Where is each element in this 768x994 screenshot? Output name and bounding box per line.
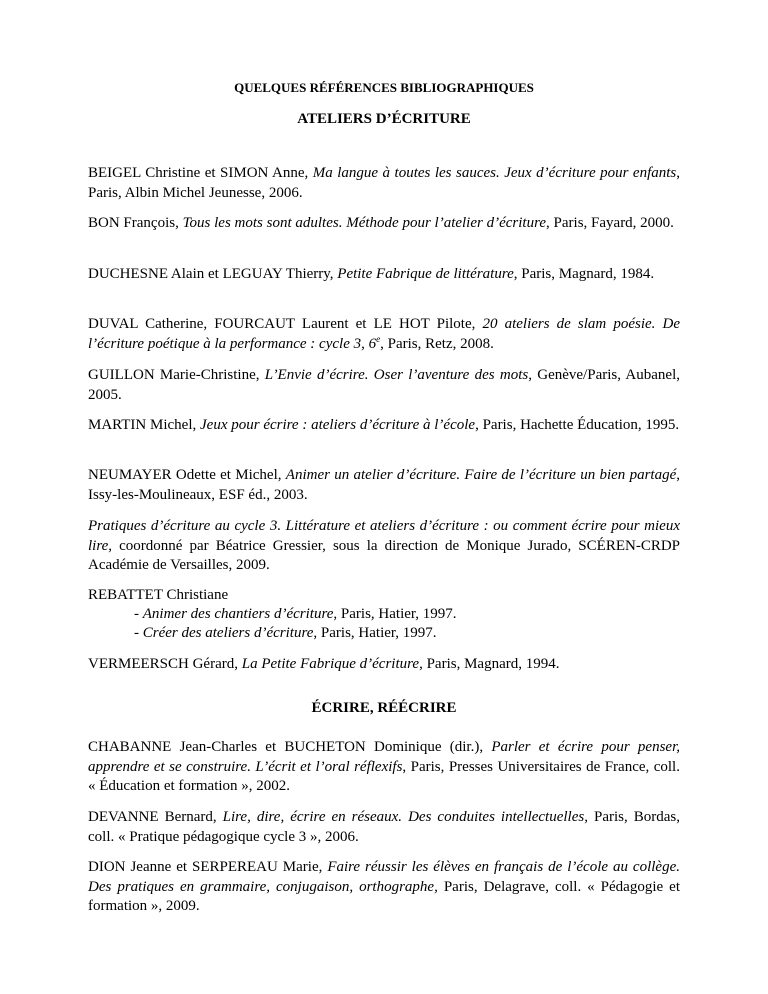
reference-author: MARTIN Michel, [88,417,201,433]
reference-publication: , Paris, Albin Michel Jeunesse, 2006. [88,165,680,201]
reference-title: Animer un atelier d’écriture. Faire de l’écriture un bien partagé [285,467,677,483]
reference-publication: , Paris, Fayard, 2000. [546,215,674,231]
list-dash: - [134,625,143,641]
reference-title: 20 ateliers de slam poésie. De l’écriture poétique à la performance : cycle 3, 6 [88,316,680,352]
reference-entry [88,808,680,847]
reference-author: VERMEERSCH Gérard, [88,656,242,672]
reference-publication: , Paris, Magnard, 1994. [419,656,560,672]
reference-title: Animer des chantiers d’écriture [142,606,334,622]
reference-author: DUVAL Catherine, FOURCAUT Laurent et LE HOT Pilote, [88,316,483,332]
reference-title: Jeux pour écrire : ateliers d’écriture à l’école [200,417,476,433]
reference-entry [88,466,680,505]
reference-subitem [134,624,437,644]
reference-title: L’Envie d’écrire. Oser l’aventure des mots [264,367,529,383]
reference-publication: , Paris, Magnard, 1984. [513,266,655,282]
reference-entry [88,655,680,675]
reference-publication: , Issy-les-Moulineaux, ESF éd., 2003. [88,467,680,503]
reference-entry [88,214,680,234]
document-title: QUELQUES RÉFÉRENCES BIBLIOGRAPHIQUES [234,80,534,95]
reference-subitem [134,605,457,625]
reference-entry [88,586,680,606]
reference-author: DION Jeanne et SERPEREAU Marie, [88,859,328,875]
section-heading-ecrire: ÉCRIRE, RÉÉCRIRE [311,700,457,716]
reference-title: Lire, dire, écrire en réseaux. Des conduites intellectuelles [222,809,585,825]
reference-entry [88,315,680,354]
reference-entry [88,416,680,436]
reference-publication: , Paris, Hachette Éducation, 1995. [475,417,680,433]
reference-title: Tous les mots sont adultes. Méthode pour l’atelier d’écriture [182,215,547,231]
reference-entry [88,738,680,797]
reference-entry [88,517,680,576]
reference-title: Pratiques d’écriture au cycle 3. Littérature et ateliers d’écriture : ou comment écrire pour mieux lire [88,518,680,554]
ordinal-superscript: e [376,333,381,344]
reference-author: NEUMAYER Odette et Michel, [88,467,286,483]
reference-publication: Paris, Delagrave, coll. « Pédagogie et formation », 2009. [88,878,680,914]
reference-publication: , Paris, Hatier, 1997. [333,606,457,622]
reference-publication: , Paris, Bordas, coll. « Pratique pédagogique cycle 3 », 2006. [88,809,680,845]
reference-title: Petite Fabrique de littérature [337,266,514,282]
reference-entry [88,164,680,203]
reference-title: Parler et écrire pour penser, apprendre et se construire. L’écrit et l’oral réflexifs [88,739,680,775]
reference-publication: , coordonné par Béatrice Gressier, sous la direction de Monique Jurado, SCÉREN-CRDP Académie de Versailles, 2009. [88,537,680,573]
reference-title: Faire réussir les élèves en français de l’école au collège. Des pratiques en grammaire, conjugaison, orthographe, [88,859,680,895]
reference-publication: , Paris, Presses Universitaires de France, coll. « Éducation et formation », 2002. [88,758,680,794]
reference-author: GUILLON Marie-Christine, [88,367,265,383]
reference-author: CHABANNE Jean-Charles et BUCHETON Dominique (dir.), [88,739,492,755]
reference-title: La Petite Fabrique d’écriture [241,656,420,672]
reference-title: Ma langue à toutes les sauces. Jeux d’écriture pour enfants [312,165,677,181]
reference-author: DUCHESNE Alain et LEGUAY Thierry, [88,266,338,282]
reference-author: BON François, [88,215,183,231]
reference-entry [88,858,680,917]
reference-publication: , Paris, Hatier, 1997. [313,625,437,641]
list-dash: - [134,606,143,622]
reference-publication: , Paris, Retz, 2008. [380,335,494,352]
reference-publication: , Genève/Paris, Aubanel, 2005. [88,367,680,403]
reference-author: REBATTET Christiane [88,587,229,603]
reference-author: BEIGEL Christine et SIMON Anne, [88,165,313,181]
section-heading-ateliers: ATELIERS D’ÉCRITURE [297,111,471,127]
reference-entry [88,265,680,285]
reference-entry [88,366,680,405]
reference-title: Créer des ateliers d’écriture [142,625,314,641]
reference-author: DEVANNE Bernard, [88,809,223,825]
